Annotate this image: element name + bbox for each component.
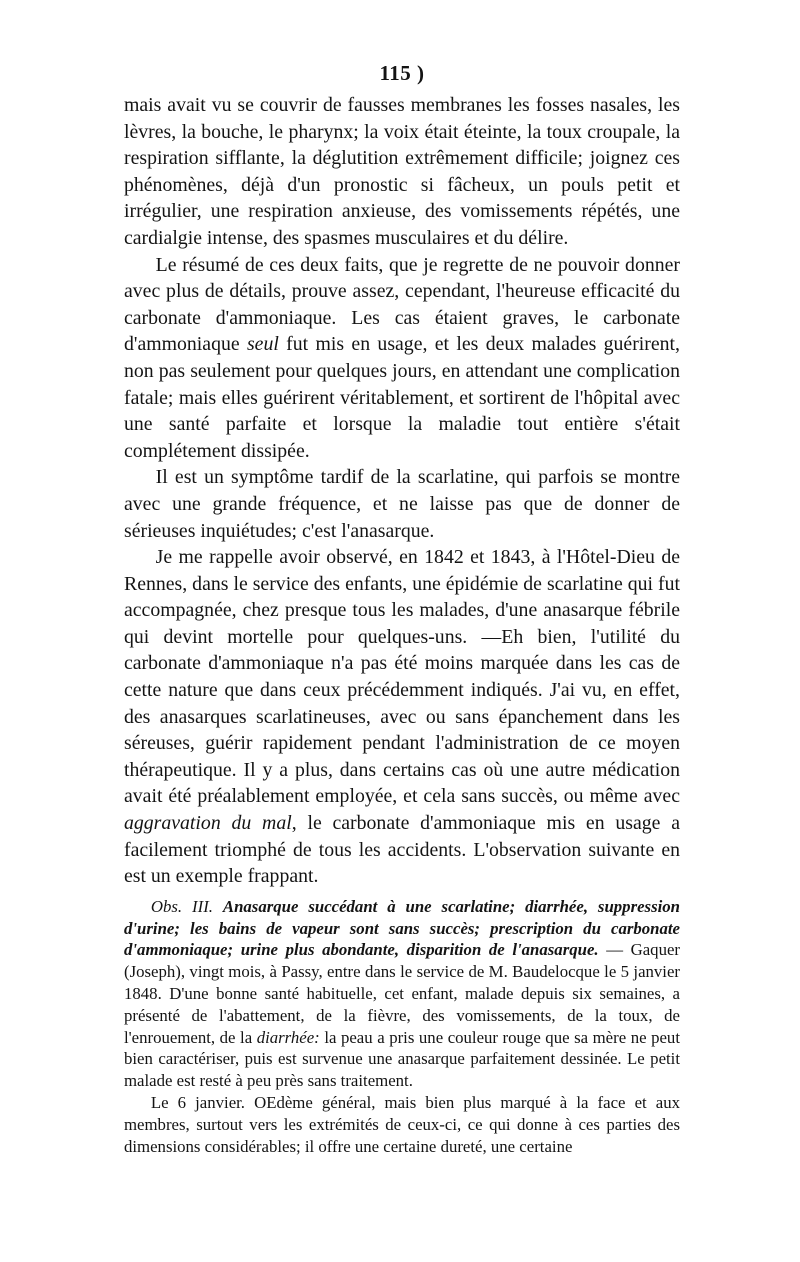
text-run: Je me rappelle avoir observé, en 1842 et 1843, à l'Hôtel-Dieu de Rennes, dans le service des enfants, une épidémie de scarlatine qui fut accompagnée, chez presque tous les malades, d'une anasarque fébrile qui devint mortelle pour quelques-uns. —Eh bien, l'utilité du carbonate d'ammoniaque n'a pas été moins marquée dans les cas de cette nature que dans ceux précédemment indiqués. J'ai vu, en effet, des anasarques scarlatineuses, avec ou sans épanchement dans les séreuses, guérir rapidement pendant l'administration de ce moyen thérapeutique. Il y a plus, dans certains cas où une autre médication avait été préalablement employée, et cela sans succès, ou même avec	[124, 546, 680, 808]
text-run: — Gaquer (Joseph), vingt mois, à Passy, entre dans le service de M. Baudelocque le 5 janvier 1848. D'une bonne santé habituelle, cet enfant, malade depuis six semaines, a présenté de l'abattement, de la fièvre, des vomissements, de la toux, de l'enrouement, de la	[124, 940, 680, 1047]
text-run: Il est un symptôme tardif de la scarlatine, qui parfois se montre avec une grande fréquence, et ne laisse pas que de donner de sérieuses inquiétudes; c'est l'anasarque.	[124, 466, 680, 542]
book-page	[124, 58, 680, 1157]
observation-paragraph	[124, 896, 680, 1092]
paragraph	[124, 464, 680, 544]
main-text	[124, 92, 680, 890]
observation-paragraph	[124, 1092, 680, 1157]
observation-block	[124, 896, 680, 1158]
text-run: aggravation du mal	[124, 812, 292, 835]
paragraph	[124, 252, 680, 465]
text-run: Anasarque succédant à une scarlatine; diarrhée, suppression d'urine; les bains de vapeur sont sans succès; prescription du carbonate d'ammoniaque; urine plus abondante, disparition de l'anasarque.	[124, 896, 680, 960]
paragraph	[124, 544, 680, 890]
text-run: fut mis en usage, et les deux malades guérirent, non pas seulement pour quelques jours, en attendant une complication fatale; mais elles guérirent véritablement, et sortirent de l'hôpital avec une santé parfaite et lorsque la maladie tout entière s'était complétement dissipée.	[124, 333, 680, 462]
text-run: mais avait vu se couvrir de fausses membranes les fosses nasales, les lèvres, la bouche, le pharynx; la voix était éteinte, la toux croupale, la respiration sifflante, la déglutition extrêmement difficile; joignez ces phénomènes, déjà d'un pronostic si fâcheux, un pouls petit et irrégulier, une respiration anxieuse, des vomissements répétés, une cardialgie intense, des spasmes musculaires et du délire.	[124, 94, 680, 249]
text-run: la peau a pris une couleur rouge que sa mère ne peut bien caractériser, puis est survenue une anasarque parfaitement dessinée. Le petit malade est resté à peu près sans traitement.	[124, 1027, 680, 1091]
text-run: Le 6 janvier. OEdème général, mais bien plus marqué à la face et aux membres, surtout vers les extrémités de ceux-ci, ce qui donne à ces parties des dimensions considérables; il offre une certaine dureté, une certaine	[124, 1092, 680, 1156]
text-run: Le résumé de ces deux faits, que je regrette de ne pouvoir donner avec plus de détails, prouve assez, cependant, l'heureuse efficacité du carbonate d'ammoniaque. Les cas étaient graves, le carbonate d'ammoniaque	[124, 253, 680, 356]
text-run: Obs. III.	[150, 896, 223, 916]
text-run: seul	[246, 333, 279, 356]
text-run: , le carbonate d'ammoniaque mis en usage a facilement triomphé de tous les accidents. L'observation suivante en est un exemple frappant.	[124, 812, 680, 888]
paragraph	[124, 92, 680, 252]
page-number: 115 )	[379, 61, 425, 85]
text-run: diarrhée:	[256, 1027, 320, 1047]
